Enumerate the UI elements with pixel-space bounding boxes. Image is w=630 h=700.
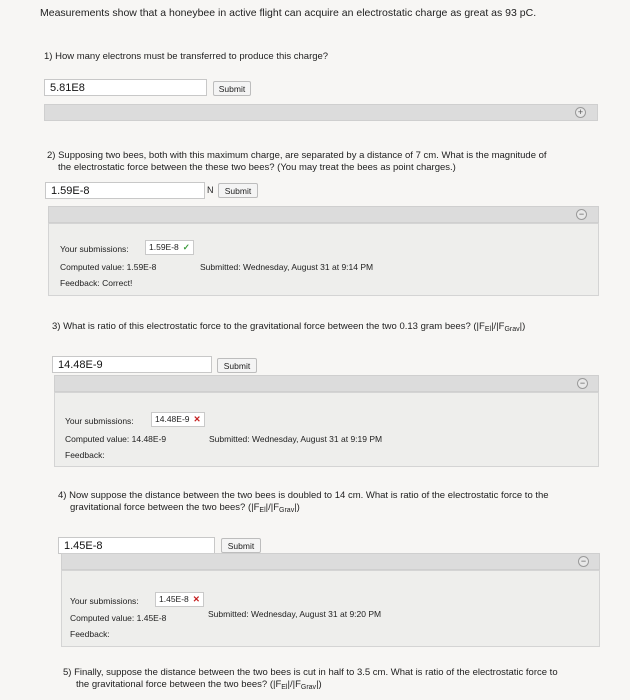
question-3-answer-input[interactable]: 14.48E-9 <box>52 356 212 373</box>
computed-value: Computed value: 14.48E-9 <box>65 434 167 444</box>
question-4-prompt-line-1: 4) Now suppose the distance between the two bees is doubled to 14 cm. What is ratio of the electrostatic force to the <box>58 490 549 501</box>
question-4-submit-button[interactable]: Submit <box>221 538 261 553</box>
question-2-feedback-bar <box>48 206 599 223</box>
question-2-unit: N <box>207 185 214 195</box>
question-2-prompt-line-1: 2) Supposing two bees, both with this maximum charge, are separated by a distance of 7 cm. What is the magnitude of <box>47 150 547 161</box>
question-4-feedback-bar <box>61 553 600 570</box>
incorrect-x-icon: ✕ <box>193 414 201 424</box>
computed-value: Computed value: 1.59E-8 <box>60 262 157 272</box>
question-2-submit-button[interactable]: Submit <box>218 183 258 198</box>
question-4-submission-panel <box>61 570 600 647</box>
problem-intro: Measurements show that a honeybee in active flight can acquire an electrostatic charge as great as 93 pC. <box>40 7 537 19</box>
question-2-prompt-line-2: the electrostatic force between the these two bees? (You may treat the bees as point charges.) <box>58 162 456 173</box>
submission-value: 1.45E-8 ✕ <box>155 592 204 607</box>
question-1-prompt: 1) How many electrons must be transferred to produce this charge? <box>44 51 329 62</box>
question-5-prompt-line-2: the gravitational force between the two bees? $(|F_{El}|/|F_{Grav}|)$ <box>76 679 322 691</box>
question-1-submit-button[interactable]: Submit <box>213 81 251 96</box>
question-1-feedback-bar <box>44 104 598 121</box>
computed-value: Computed value: 1.45E-8 <box>70 613 167 623</box>
feedback-label: Feedback: <box>70 629 110 639</box>
submitted-timestamp: Submitted: Wednesday, August 31 at 9:20 PM <box>208 609 382 619</box>
incorrect-x-icon: ✕ <box>192 594 200 604</box>
submissions-label: Your submissions: <box>70 596 139 606</box>
expand-icon[interactable]: + <box>575 107 586 118</box>
question-5-prompt-line-1: 5) Finally, suppose the distance between the two bees is cut in half to 3.5 cm. What is ratio of the electrostatic force to <box>63 667 558 678</box>
question-3-feedback-bar <box>54 375 599 392</box>
question-4-prompt-line-2: gravitational force between the two bees? $(|F_{El}|/|F_{Grav}|)$ <box>70 502 300 514</box>
question-3-submit-button[interactable]: Submit <box>217 358 257 373</box>
submissions-label: Your submissions: <box>60 244 129 254</box>
collapse-icon[interactable]: − <box>578 556 589 567</box>
feedback: Feedback: Correct! <box>60 278 133 288</box>
submission-value: 14.48E-9 ✕ <box>151 412 205 427</box>
submitted-timestamp: Submitted: Wednesday, August 31 at 9:14 PM <box>200 262 374 272</box>
collapse-icon[interactable]: − <box>576 209 587 220</box>
question-4-answer-input[interactable]: 1.45E-8 <box>58 537 215 554</box>
submission-value: 1.59E-8 ✓ <box>145 240 194 255</box>
submitted-timestamp: Submitted: Wednesday, August 31 at 9:19 PM <box>209 434 383 444</box>
question-1-answer-input[interactable]: 5.81E8 <box>44 79 207 96</box>
submissions-label: Your submissions: <box>65 416 134 426</box>
feedback-label: Feedback: <box>65 450 105 460</box>
question-2-submission-panel <box>48 223 599 296</box>
question-3-prompt: 3) What is ratio of this electrostatic force to the gravitational force between the two 0.13 gram bees? $(|F_{El}|/|F_{Grav}|)$ <box>52 321 526 333</box>
question-3-submission-panel <box>54 392 599 467</box>
collapse-icon[interactable]: − <box>577 378 588 389</box>
check-icon: ✓ <box>182 242 190 252</box>
question-2-answer-input[interactable]: 1.59E-8 <box>45 182 205 199</box>
